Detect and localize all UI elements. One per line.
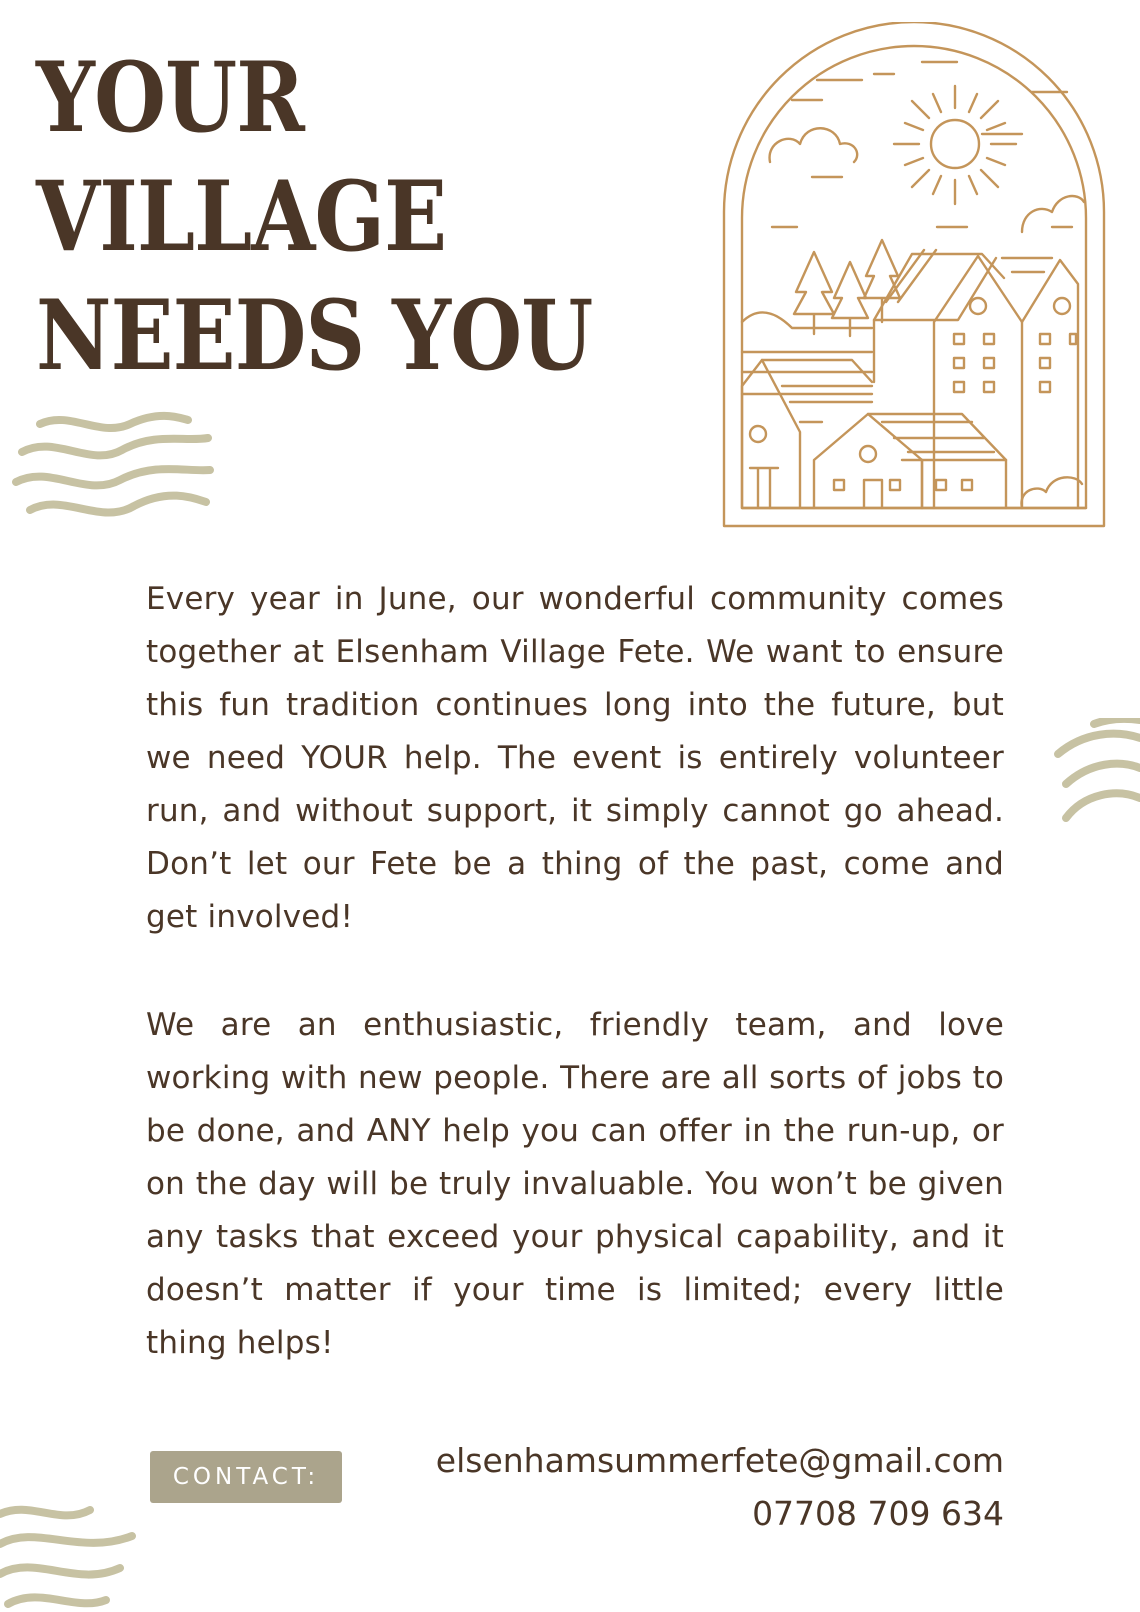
headline-line-1: YOUR bbox=[36, 41, 305, 154]
headline-line-3: NEEDS YOU bbox=[36, 279, 593, 392]
team-paragraph: We are an enthusiastic, friendly team, and love working with new people. There are all sorts of jobs to be done, and ANY help you can offer in the run-up, or on the day will be truly invaluable. You won’t be given any tasks that exceed your physical capability, and it doesn’t matter if your time is limited; every little thing helps! bbox=[146, 1007, 1004, 1361]
wave-decoration-right bbox=[1054, 718, 1140, 826]
wave-decoration-bottom-left bbox=[0, 1500, 140, 1612]
contact-badge bbox=[150, 1451, 342, 1503]
headline-line-2: VILLAGE bbox=[36, 160, 447, 273]
contact-phone[interactable]: 07708 709 634 bbox=[752, 1494, 1004, 1533]
contact-email[interactable]: elsenhamsummerfete@gmail.com bbox=[435, 1441, 1004, 1480]
wave-decoration-top-left bbox=[10, 410, 222, 522]
contact-details bbox=[436, 1434, 1004, 1540]
contact-label: CONTACT: bbox=[172, 1464, 320, 1490]
intro-paragraph: Every year in June, our wonderful community comes together at Elsenham Village Fete. We want to ensure this fun tradition continues long into the future, but we need YOUR help. The event is entirely volunteer run, and without support, it simply cannot go ahead. Don’t let our Fete be a thing of the past, come and get involved! bbox=[146, 581, 1004, 935]
headline bbox=[36, 38, 592, 395]
sun-icon bbox=[894, 86, 1016, 204]
village-arch-illustration bbox=[722, 22, 1116, 528]
